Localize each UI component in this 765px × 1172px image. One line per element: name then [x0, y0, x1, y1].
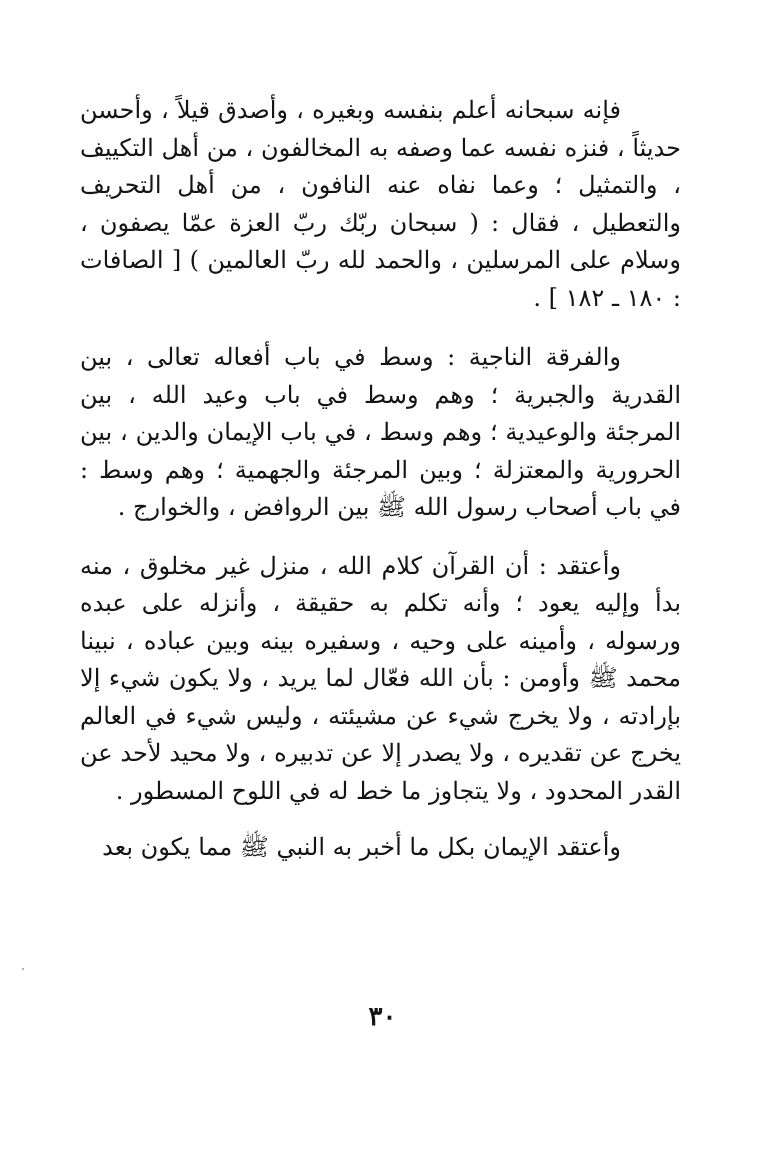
page-number: ٣٠ [368, 1002, 397, 1032]
paragraph-2: والفرقة الناجية : وسط في باب أفعاله تعالى ، بين القدرية والجبرية ؛ وهم وسط في باب وعيد الله ، بين المرجئة والوعيدية ؛ وهم وسط ، في باب الإيمان والدين ، بين الحرورية والمعتزلة ؛ وبين المرجئة والجهمية ؛ وهم وسط : في باب أصحاب رسول الله ﷺ بين الروافض ، والخوارج . [80, 343, 681, 521]
paragraph-3: وأعتقد : أن القرآن كلام الله ، منزل غير مخلوق ، منه بدأ وإليه يعود ؛ وأنه تكلم به حقيقة ، وأنزله على عبده ورسوله ، وأمينه على وحيه ، وسفيره بينه وبين عباده ، نبينا محمد ﷺ وأومن : بأن الله فعّال لما يريد ، ولا يكون شيء إلا بإرادته ، ولا يخرج شيء عن مشيئته ، وليس شيء في العالم يخرج عن تقديره ، ولا يصدر إلا عن تدبيره ، ولا محيد لأحد عن القدر المحدود ، ولا يتجاوز ما خط له في اللوح المسطور . [80, 551, 681, 805]
body-text [80, 92, 681, 867]
paragraph-4: وأعتقد الإيمان بكل ما أخبر به النبي ﷺ مما يكون بعد [102, 833, 621, 861]
margin-speck [22, 968, 24, 970]
paragraph-1: فإنه سبحانه أعلم بنفسه وبغيره ، وأصدق قيلاً ، وأحسن حديثاً ، فنزه نفسه عما وصفه به المخالفون ، من أهل التكييف ، والتمثيل ؛ وعما نفاه عنه النافون ، من أهل التحريف والتعطيل ، فقال : ( سبحان ربّك ربّ العزة عمّا يصفون ، وسلام على المرسلين ، والحمد لله ربّ العالمين ) [ الصافات : ١٨٠ ـ ١٨٢ ] . [80, 96, 681, 312]
